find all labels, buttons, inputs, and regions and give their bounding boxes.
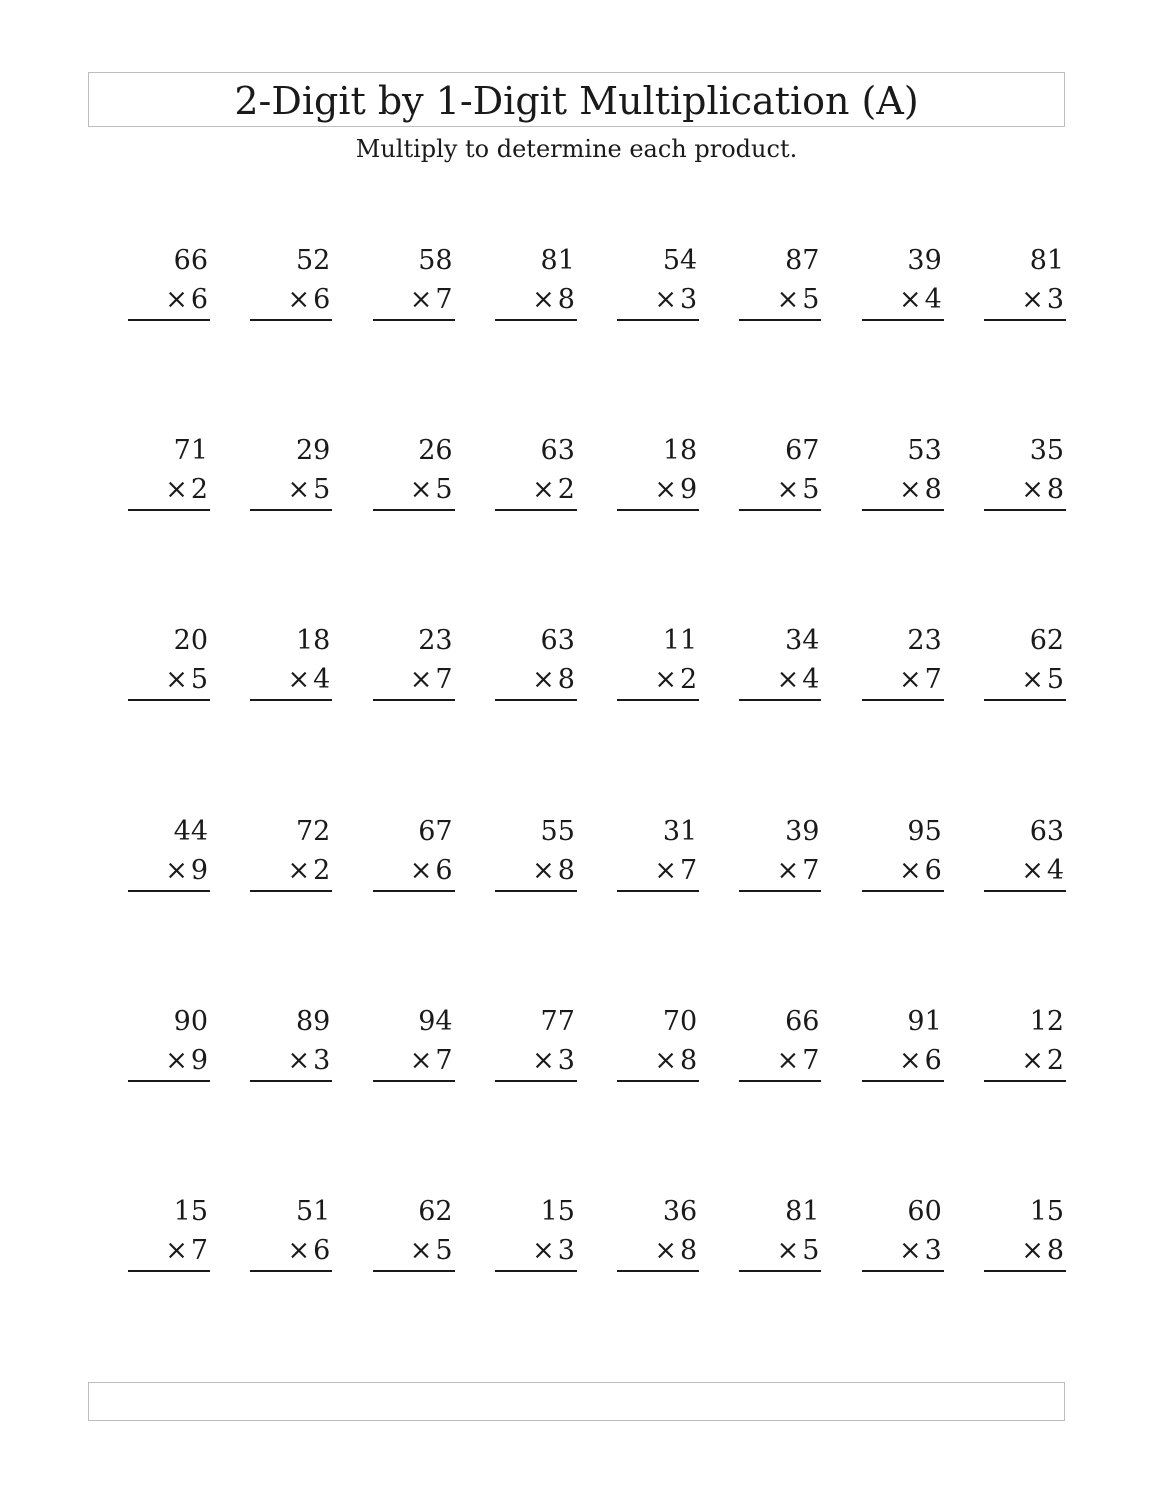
answer-line xyxy=(250,319,332,321)
times-sign: × xyxy=(165,474,188,506)
answer-line xyxy=(617,509,699,511)
multiplication-problem xyxy=(617,1004,699,1084)
answer-line xyxy=(250,699,332,701)
multiplication-problem xyxy=(984,433,1066,513)
multiplicand: 18 xyxy=(662,435,698,467)
multiplicand: 67 xyxy=(785,435,820,467)
multiplication-problem xyxy=(984,814,1066,894)
multiplication-problem xyxy=(495,243,577,323)
multiplication-problem xyxy=(128,243,210,323)
times-sign: × xyxy=(287,664,311,696)
answer-line xyxy=(128,1080,210,1082)
multiplier: 8 xyxy=(557,854,575,886)
multiplication-problem xyxy=(250,1004,332,1084)
multiplication-problem xyxy=(250,814,332,894)
multiplier: 4 xyxy=(924,284,942,315)
multiplicand: 51 xyxy=(295,1195,331,1227)
multiplier-row xyxy=(899,472,942,508)
times-sign: × xyxy=(409,284,433,315)
times-sign: × xyxy=(409,1234,433,1266)
multiplier: 6 xyxy=(313,284,331,315)
answer-line xyxy=(495,890,577,892)
answer-line xyxy=(495,1270,577,1272)
multiplier: 6 xyxy=(190,284,208,315)
multiplicand: 87 xyxy=(785,245,820,276)
multiplication-problem xyxy=(617,243,699,323)
multiplicand: 20 xyxy=(173,625,208,657)
answer-line xyxy=(373,699,455,701)
times-sign: × xyxy=(409,664,433,696)
footer-box xyxy=(88,1382,1065,1421)
multiplicand: 12 xyxy=(1029,1005,1065,1037)
multiplier-row xyxy=(777,1233,820,1269)
multiplicand: 90 xyxy=(173,1005,208,1037)
times-sign: × xyxy=(409,1044,433,1076)
multiplication-problem xyxy=(984,1194,1066,1274)
multiplier: 5 xyxy=(802,1234,820,1266)
multiplicand: 62 xyxy=(1029,625,1065,657)
answer-line xyxy=(250,509,332,511)
multiplier-row xyxy=(287,472,330,508)
multiplicand: 29 xyxy=(295,435,331,467)
multiplier-row xyxy=(165,1043,208,1079)
times-sign: × xyxy=(898,854,922,886)
multiplication-problem xyxy=(495,1194,577,1274)
answer-line xyxy=(373,319,455,321)
multiplication-problem xyxy=(984,623,1066,703)
times-sign: × xyxy=(654,1044,677,1076)
multiplicand: 94 xyxy=(418,1005,453,1037)
times-sign: × xyxy=(898,664,922,696)
multiplication-problem xyxy=(739,1004,821,1084)
multiplier: 3 xyxy=(924,1234,942,1266)
times-sign: × xyxy=(1021,664,1044,696)
multiplier: 6 xyxy=(313,1234,331,1266)
multiplication-problem xyxy=(862,623,944,703)
multiplication-problem xyxy=(128,1194,210,1274)
answer-line xyxy=(984,699,1066,701)
multiplier-row xyxy=(1021,282,1064,318)
times-sign: × xyxy=(776,1044,800,1076)
answer-line xyxy=(739,319,821,321)
times-sign: × xyxy=(165,1044,188,1076)
multiplication-problem xyxy=(373,243,455,323)
multiplier: 4 xyxy=(802,664,820,696)
multiplication-problem xyxy=(373,1194,455,1274)
multiplier-row xyxy=(410,472,453,508)
multiplier: 4 xyxy=(1046,854,1065,886)
times-sign: × xyxy=(165,1234,188,1266)
answer-line xyxy=(739,509,821,511)
times-sign: × xyxy=(287,854,311,886)
times-sign: × xyxy=(532,1234,555,1266)
multiplication-problem xyxy=(128,1004,210,1084)
answer-line xyxy=(984,1270,1066,1272)
multiplier-row xyxy=(899,1233,942,1269)
answer-line xyxy=(739,1270,821,1272)
answer-line xyxy=(862,1270,944,1272)
multiplicand: 63 xyxy=(540,625,575,657)
times-sign: × xyxy=(898,284,922,315)
multiplier-row xyxy=(410,1043,453,1079)
multiplier: 5 xyxy=(313,474,331,506)
multiplier: 3 xyxy=(557,1044,575,1076)
multiplier: 7 xyxy=(924,664,942,696)
multiplicand: 89 xyxy=(295,1005,331,1037)
times-sign: × xyxy=(165,664,188,696)
times-sign: × xyxy=(409,854,433,886)
answer-line xyxy=(862,699,944,701)
multiplication-problem xyxy=(739,1194,821,1274)
multiplicand: 15 xyxy=(540,1195,575,1227)
multiplier: 8 xyxy=(680,1234,698,1266)
multiplier-row xyxy=(899,282,942,318)
answer-line xyxy=(617,319,699,321)
multiplicand: 52 xyxy=(295,245,331,276)
multiplier: 5 xyxy=(435,474,453,506)
multiplier-row xyxy=(654,282,697,318)
answer-line xyxy=(617,699,699,701)
times-sign: × xyxy=(654,854,677,886)
times-sign: × xyxy=(287,284,311,315)
multiplicand: 62 xyxy=(418,1195,453,1227)
answer-line xyxy=(617,1080,699,1082)
multiplier-row xyxy=(532,853,575,889)
multiplier: 4 xyxy=(313,664,331,696)
multiplier: 3 xyxy=(1046,284,1065,315)
times-sign: × xyxy=(532,664,555,696)
multiplication-problem xyxy=(250,623,332,703)
multiplication-problem xyxy=(128,814,210,894)
times-sign: × xyxy=(532,284,555,315)
multiplication-problem xyxy=(739,243,821,323)
multiplication-problem xyxy=(739,433,821,513)
answer-line xyxy=(984,319,1066,321)
times-sign: × xyxy=(1021,1044,1044,1076)
multiplier-row xyxy=(287,1043,330,1079)
multiplier-row xyxy=(287,282,330,318)
answer-line xyxy=(495,1080,577,1082)
multiplier: 7 xyxy=(802,854,820,886)
multiplier-row xyxy=(654,472,697,508)
times-sign: × xyxy=(776,474,800,506)
times-sign: × xyxy=(165,284,188,315)
answer-line xyxy=(128,509,210,511)
multiplier: 7 xyxy=(435,664,453,696)
times-sign: × xyxy=(1021,854,1044,886)
multiplicand: 39 xyxy=(785,815,820,847)
multiplier: 6 xyxy=(924,854,942,886)
multiplicand: 95 xyxy=(907,815,942,847)
multiplicand: 54 xyxy=(662,245,698,276)
multiplier: 5 xyxy=(190,664,208,696)
page-title: 2-Digit by 1-Digit Multiplication (A) xyxy=(234,79,919,123)
multiplicand: 15 xyxy=(1029,1195,1065,1227)
multiplication-problem xyxy=(495,623,577,703)
multiplier-row xyxy=(532,662,575,698)
multiplicand: 58 xyxy=(418,245,453,276)
multiplication-problem xyxy=(862,1004,944,1084)
multiplication-problem xyxy=(373,1004,455,1084)
multiplier-row xyxy=(1021,853,1064,889)
multiplier: 2 xyxy=(1046,1044,1065,1076)
multiplication-problem xyxy=(984,243,1066,323)
multiplication-problem xyxy=(250,433,332,513)
multiplicand: 23 xyxy=(418,625,453,657)
multiplier-row xyxy=(287,662,330,698)
multiplier: 2 xyxy=(557,474,575,506)
multiplicand: 60 xyxy=(907,1195,942,1227)
answer-line xyxy=(250,1270,332,1272)
multiplier: 7 xyxy=(802,1044,820,1076)
answer-line xyxy=(250,890,332,892)
multiplicand: 81 xyxy=(540,245,575,276)
answer-line xyxy=(373,1270,455,1272)
answer-line xyxy=(984,890,1066,892)
multiplicand: 18 xyxy=(295,625,331,657)
multiplier-row xyxy=(899,662,942,698)
answer-line xyxy=(862,890,944,892)
multiplication-problem xyxy=(250,1194,332,1274)
times-sign: × xyxy=(287,1044,311,1076)
times-sign: × xyxy=(654,284,677,315)
multiplier: 6 xyxy=(435,854,453,886)
multiplicand: 31 xyxy=(662,815,698,847)
multiplier-row xyxy=(410,853,453,889)
answer-line xyxy=(373,1080,455,1082)
multiplier-row xyxy=(410,1233,453,1269)
multiplier-row xyxy=(777,282,820,318)
multiplier-row xyxy=(654,1043,697,1079)
times-sign: × xyxy=(1021,284,1044,315)
answer-line xyxy=(862,1080,944,1082)
multiplier-row xyxy=(654,1233,697,1269)
answer-line xyxy=(373,509,455,511)
times-sign: × xyxy=(776,1234,800,1266)
multiplier: 3 xyxy=(557,1234,575,1266)
answer-line xyxy=(984,1080,1066,1082)
multiplier: 2 xyxy=(313,854,331,886)
multiplication-problem xyxy=(862,243,944,323)
multiplier-row xyxy=(287,853,330,889)
multiplier: 5 xyxy=(435,1234,453,1266)
multiplicand: 53 xyxy=(907,435,942,467)
multiplier-row xyxy=(777,853,820,889)
times-sign: × xyxy=(776,854,800,886)
multiplier-row xyxy=(532,472,575,508)
multiplication-problem xyxy=(862,814,944,894)
multiplicand: 67 xyxy=(418,815,453,847)
times-sign: × xyxy=(776,664,800,696)
multiplier-row xyxy=(1021,472,1064,508)
multiplier: 5 xyxy=(802,474,820,506)
answer-line xyxy=(128,890,210,892)
multiplier: 3 xyxy=(680,284,698,315)
multiplier: 5 xyxy=(802,284,820,315)
times-sign: × xyxy=(898,474,922,506)
multiplier: 8 xyxy=(557,664,575,696)
times-sign: × xyxy=(532,854,555,886)
answer-line xyxy=(495,699,577,701)
multiplication-problem xyxy=(739,623,821,703)
multiplicand: 63 xyxy=(1029,815,1065,847)
multiplicand: 70 xyxy=(662,1005,698,1037)
multiplication-problem xyxy=(617,623,699,703)
times-sign: × xyxy=(287,1234,311,1266)
multiplier-row xyxy=(165,472,208,508)
times-sign: × xyxy=(409,474,433,506)
multiplication-problem xyxy=(373,623,455,703)
times-sign: × xyxy=(654,1234,677,1266)
multiplicand: 81 xyxy=(785,1195,820,1227)
multiplicand: 39 xyxy=(907,245,942,276)
times-sign: × xyxy=(898,1234,922,1266)
multiplier-row xyxy=(165,853,208,889)
multiplication-problem xyxy=(862,433,944,513)
title-box xyxy=(88,72,1065,127)
multiplier: 8 xyxy=(1046,474,1065,506)
multiplicand: 36 xyxy=(662,1195,698,1227)
answer-line xyxy=(617,1270,699,1272)
times-sign: × xyxy=(1021,474,1044,506)
multiplication-problem xyxy=(128,433,210,513)
multiplier: 8 xyxy=(557,284,575,315)
multiplier-row xyxy=(899,853,942,889)
answer-line xyxy=(862,509,944,511)
multiplicand: 77 xyxy=(540,1005,575,1037)
multiplier: 7 xyxy=(190,1234,208,1266)
times-sign: × xyxy=(532,1044,555,1076)
multiplication-problem xyxy=(617,814,699,894)
multiplier-row xyxy=(410,662,453,698)
multiplier: 9 xyxy=(190,854,208,886)
instructions: Multiply to determine each product. xyxy=(355,135,798,163)
answer-line xyxy=(128,319,210,321)
multiplicand: 71 xyxy=(173,435,208,467)
multiplicand: 66 xyxy=(785,1005,820,1037)
answer-line xyxy=(739,699,821,701)
multiplier-row xyxy=(1021,662,1064,698)
answer-line xyxy=(128,699,210,701)
multiplier: 7 xyxy=(435,284,453,315)
multiplication-problem xyxy=(128,623,210,703)
multiplication-problem xyxy=(617,433,699,513)
multiplier-row xyxy=(899,1043,942,1079)
multiplier-row xyxy=(165,1233,208,1269)
times-sign: × xyxy=(654,664,677,696)
multiplicand: 34 xyxy=(785,625,820,657)
multiplication-problem xyxy=(617,1194,699,1274)
answer-line xyxy=(128,1270,210,1272)
multiplier-row xyxy=(1021,1043,1064,1079)
multiplier: 7 xyxy=(680,854,698,886)
times-sign: × xyxy=(287,474,311,506)
multiplier-row xyxy=(165,662,208,698)
multiplier-row xyxy=(777,662,820,698)
answer-line xyxy=(739,890,821,892)
multiplicand: 55 xyxy=(540,815,575,847)
multiplier-row xyxy=(165,282,208,318)
answer-line xyxy=(250,1080,332,1082)
multiplicand: 44 xyxy=(173,815,208,847)
multiplier-row xyxy=(532,1233,575,1269)
answer-line xyxy=(617,890,699,892)
problem-grid xyxy=(128,243,1066,1384)
answer-line xyxy=(495,509,577,511)
times-sign: × xyxy=(165,854,188,886)
multiplicand: 72 xyxy=(295,815,331,847)
multiplicand: 66 xyxy=(173,245,208,276)
multiplication-problem xyxy=(495,1004,577,1084)
multiplier-row xyxy=(287,1233,330,1269)
multiplication-problem xyxy=(862,1194,944,1274)
multiplier: 8 xyxy=(924,474,942,506)
multiplier: 9 xyxy=(190,1044,208,1076)
multiplication-problem xyxy=(373,433,455,513)
multiplicand: 23 xyxy=(907,625,942,657)
multiplier-row xyxy=(410,282,453,318)
answer-line xyxy=(495,319,577,321)
multiplier: 6 xyxy=(924,1044,942,1076)
times-sign: × xyxy=(898,1044,922,1076)
multiplier-row xyxy=(654,662,697,698)
multiplier-row xyxy=(777,472,820,508)
times-sign: × xyxy=(654,474,677,506)
multiplier: 8 xyxy=(680,1044,698,1076)
multiplicand: 26 xyxy=(418,435,453,467)
multiplication-problem xyxy=(495,433,577,513)
multiplicand: 35 xyxy=(1029,435,1065,467)
multiplier-row xyxy=(654,853,697,889)
multiplicand: 81 xyxy=(1029,245,1065,276)
multiplier: 2 xyxy=(680,664,698,696)
multiplier-row xyxy=(777,1043,820,1079)
answer-line xyxy=(862,319,944,321)
answer-line xyxy=(373,890,455,892)
multiplicand: 63 xyxy=(540,435,575,467)
multiplier: 7 xyxy=(435,1044,453,1076)
multiplier: 3 xyxy=(313,1044,331,1076)
times-sign: × xyxy=(776,284,800,315)
times-sign: × xyxy=(1021,1234,1044,1266)
answer-line xyxy=(739,1080,821,1082)
multiplier-row xyxy=(532,1043,575,1079)
multiplication-problem xyxy=(495,814,577,894)
multiplier: 9 xyxy=(680,474,698,506)
multiplication-problem xyxy=(250,243,332,323)
multiplication-problem xyxy=(373,814,455,894)
multiplication-problem xyxy=(984,1004,1066,1084)
multiplication-problem xyxy=(739,814,821,894)
multiplicand: 15 xyxy=(173,1195,208,1227)
multiplicand: 91 xyxy=(907,1005,942,1037)
multiplicand: 11 xyxy=(662,625,698,657)
multiplier: 8 xyxy=(1046,1234,1065,1266)
times-sign: × xyxy=(532,474,555,506)
multiplier-row xyxy=(1021,1233,1064,1269)
multiplier: 2 xyxy=(190,474,208,506)
answer-line xyxy=(984,509,1066,511)
multiplier-row xyxy=(532,282,575,318)
multiplier: 5 xyxy=(1046,664,1065,696)
